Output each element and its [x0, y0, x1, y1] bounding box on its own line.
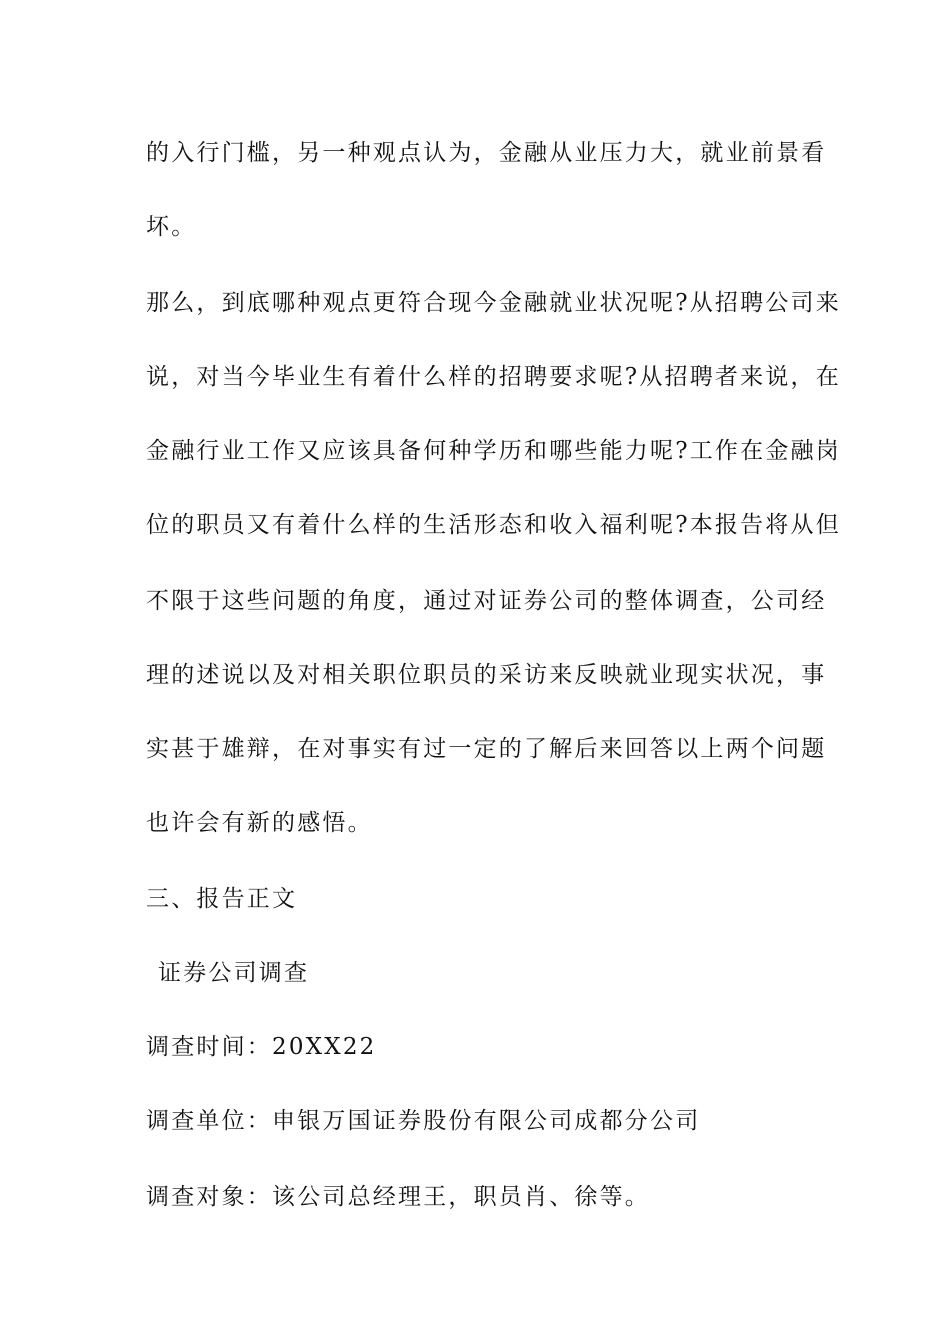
- subsection-heading: 证券公司调查: [158, 960, 310, 986]
- text-line: 说，对当今毕业生有着什么样的招聘要求呢?从招聘者来说，在: [146, 364, 841, 390]
- section-heading: 三、报告正文: [146, 886, 298, 912]
- text-line: 坏。: [146, 214, 197, 240]
- text-line: 理的述说以及对相关职位职员的采访来反映就业现实状况，事: [146, 662, 827, 688]
- text-line: 的入行门槛，另一种观点认为，金融从业压力大，就业前景看: [146, 140, 827, 166]
- text-line: 那么，到底哪种观点更符合现今金融就业状况呢?从招聘公司来: [146, 290, 841, 316]
- text-line: 实甚于雄辩，在对事实有过一定的了解后来回答以上两个问题: [146, 736, 827, 762]
- text-line: 金融行业工作又应该具备何种学历和哪些能力呢?工作在金融岗: [146, 438, 841, 464]
- text-line: 不限于这些问题的角度，通过对证券公司的整体调查，公司经: [146, 588, 827, 614]
- text-line: 位的职员又有着什么样的生活形态和收入福利呢?本报告将从但: [146, 512, 841, 538]
- survey-time: 调查时间：20XX22: [146, 1034, 377, 1060]
- text-line: 也许会有新的感悟。: [146, 810, 373, 836]
- survey-subjects: 调查对象：该公司总经理王，职员肖、徐等。: [146, 1184, 650, 1210]
- survey-unit: 调查单位：申银万国证券股份有限公司成都分公司: [146, 1108, 701, 1134]
